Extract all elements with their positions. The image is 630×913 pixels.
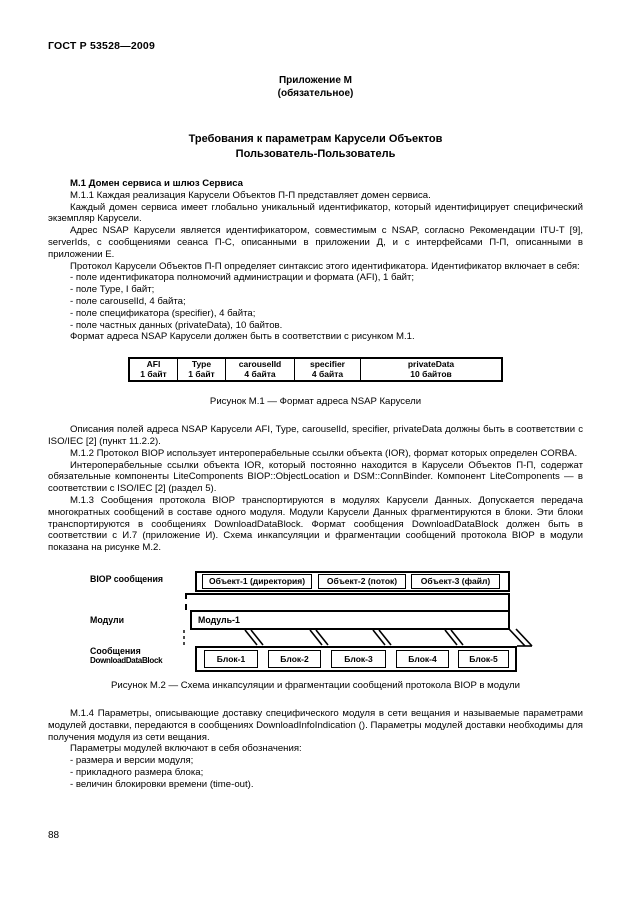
- object-3-box: Объект-3 (файл): [411, 574, 500, 589]
- cell-name: AFI: [146, 359, 161, 370]
- appendix-label: Приложение М: [278, 75, 353, 86]
- cell-name: Type: [191, 359, 212, 370]
- row-label-downloaddatablock: DownloadDataBlock: [90, 655, 163, 665]
- figure-m1-table: [128, 357, 503, 382]
- page-number: 88: [48, 830, 60, 841]
- block-3-box: Блок-3: [331, 650, 386, 668]
- document-header: ГОСТ Р 53528—2009: [48, 40, 156, 52]
- cell-name: carouselId: [238, 359, 282, 370]
- list-item: - поле Type, I байт;: [70, 284, 155, 296]
- section-m12-m13: [48, 424, 583, 554]
- appendix-block: [48, 74, 583, 100]
- section-heading: М.1 Домен сервиса и шлюз Сервиса: [70, 178, 244, 189]
- list-item: - величин блокировки времени (time-out).: [70, 778, 254, 790]
- paragraph: Интероперабельные ссылки объекта IOR, который постоянно находится в Карусели Объектов П-П, содержат обязательные компоненты LiteComponents BIOP::ObjectLocation и DSM::ConnBinder. Компонент LiteComponents — в соответствии с ISO/IEC [2] (раздел 5).: [48, 459, 583, 495]
- paragraph: Протокол Карусели Объектов П-П определяет синтаксис этого идентификатора. Идентификатор включает в себя:: [70, 260, 580, 272]
- cell-name: privateData: [407, 359, 455, 370]
- table-cell-specifier: [294, 359, 360, 380]
- cell-size: 1 байт: [188, 368, 215, 379]
- module-row: [190, 610, 510, 630]
- figure-m1-caption: Рисунок М.1 — Формат адреса NSAP Карусели: [209, 396, 422, 408]
- paragraph: Описания полей адреса NSAP Карусели AFI, Type, carouselId, specifier, privateData должны быть в соответствии с ISO/IEC [2] (пункт 11.2.2).: [48, 424, 583, 447]
- cell-size: 10 байтов: [410, 368, 452, 379]
- list-item: - поле частных данных (privateData), 10 байтов.: [70, 319, 283, 331]
- section-m1: [48, 178, 583, 343]
- figure-m2-caption: Рисунок М.2 — Схема инкапсуляции и фрагментации сообщений протокола BIOP в модули: [110, 679, 520, 691]
- table-cell-carouselid: [225, 359, 294, 380]
- figure-m2-diagram: [88, 568, 540, 674]
- cell-size: 4 байта: [244, 368, 276, 379]
- cell-name: specifier: [310, 359, 345, 370]
- paragraph: Каждый домен сервиса имеет глобально уникальный идентификатор, который идентифицирует специфический экземпляр Карусели.: [48, 201, 583, 225]
- row-label-biop-messages: BIOP сообщения: [90, 573, 164, 584]
- paragraph: Адрес NSAP Карусели является идентификатором, совместимым с NSAP, согласно Рекомендации ITU-T [9], serverIds, с сообщениями сеанса П-С, описанными в приложении Д, и с интерфейсами П-П, описанными в приложении Е.: [48, 225, 583, 260]
- paragraph: Параметры модулей включают в себя обозначения:: [70, 743, 302, 755]
- block-2-box: Блок-2: [268, 650, 321, 668]
- table-cell-type: [177, 359, 225, 380]
- paragraph: М.1.4 Параметры, описывающие доставку специфического модуля в сети вещания и называемые параметрами модулей доставки, передаются в сообщениях DownloadInfoIndication (). Параметры модулей доставки необходимы для получения модуля из сети вещания.: [48, 707, 583, 743]
- object-2-box: Объект-2 (поток): [318, 574, 406, 589]
- list-item: - размера и версии модуля;: [70, 755, 194, 767]
- object-1-box: Объект-1 (директория): [202, 574, 312, 589]
- paragraph: М.1.2 Протокол BIOP использует интероперабельные ссылки объекта (IOR), формат которых определен CORBA.: [70, 447, 578, 459]
- row-label-modules: Модули: [90, 614, 125, 625]
- biop-messages-row: [195, 571, 510, 592]
- encapsulation-band: [185, 593, 510, 610]
- module-1-box: Модуль-1: [198, 614, 240, 625]
- title-line-2: Пользователь-Пользователь: [235, 148, 396, 160]
- list-item: - прикладного размера блока;: [70, 766, 204, 778]
- cell-size: 4 байта: [311, 368, 344, 379]
- block-1-box: Блок-1: [204, 650, 258, 668]
- document-title: [48, 132, 583, 162]
- section-m14: [48, 708, 583, 791]
- table-cell-afi: [130, 359, 177, 380]
- page-content: [48, 0, 583, 791]
- paragraph: Формат адреса NSAP Карусели должен быть в соответствии с рисунком М.1.: [70, 331, 415, 343]
- list-item: - поле идентификатора полномочий администрации и формата (AFI), 1 байт;: [70, 272, 415, 284]
- list-item: - поле спецификатора (specifier), 4 байта;: [70, 307, 256, 319]
- row-label-messages: Сообщения: [90, 645, 141, 656]
- cell-size: 1 байт: [140, 368, 167, 379]
- table-cell-privatedata: [360, 359, 501, 380]
- appendix-note: (обязательное): [277, 88, 354, 99]
- paragraph: М.1.1 Каждая реализация Карусели Объектов П-П представляет домен сервиса.: [70, 189, 431, 201]
- title-line-1: Требования к параметрам Карусели Объектов: [188, 133, 443, 145]
- list-item: - поле carouselId, 4 байта;: [70, 295, 186, 307]
- blocks-row: [195, 646, 517, 672]
- block-4-box: Блок-4: [396, 650, 449, 668]
- block-5-box: Блок-5: [458, 650, 509, 668]
- paragraph: М.1.3 Сообщения протокола BIOP транспортируются в модулях Карусели Данных. Допускается передача многократных сообщений в составе одного модуля. Модули Карусели Данных фрагментируются в блоки. Эти блоки транспортируются в сообщениях DownloadDataBlock. Формат сообщения DownloadDataBlock должен быть в соответствии с И.7 (приложение И). Схема инкапсуляции и фрагментации сообщений протокола BIOP в модули показана на рисунке М.2.: [48, 494, 583, 554]
